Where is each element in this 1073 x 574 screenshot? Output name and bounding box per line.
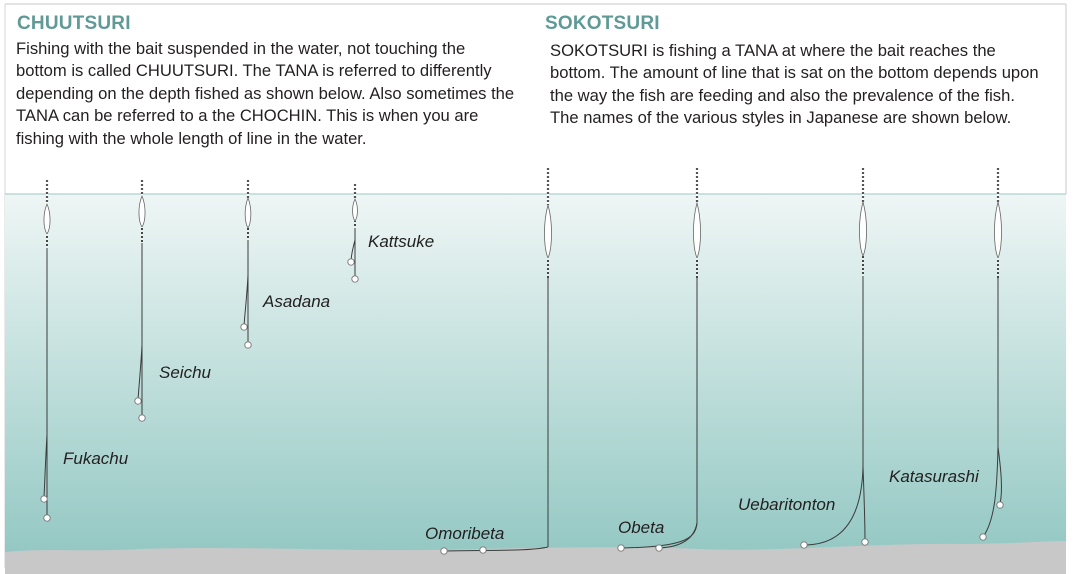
bait — [44, 515, 50, 521]
bait — [618, 545, 624, 551]
bait — [139, 415, 145, 421]
label-omoribeta: Omoribeta — [425, 524, 505, 543]
bait — [862, 539, 868, 545]
float-top-tip — [354, 183, 356, 199]
float-stem — [547, 258, 549, 278]
chuutsuri-description: Fishing with the bait suspended in the water, not touching the bottom is called CHUUTSURI. The TANA is referred to differently depending on the depth fished as shown below. Also sometimes the TANA can be referred to a the CHOCHIN. This is when you are fishing with the whole length of line in the water. — [16, 39, 515, 148]
bait — [801, 542, 807, 548]
label-fukachu: Fukachu — [63, 449, 129, 468]
float-stem — [997, 258, 999, 278]
bait — [352, 276, 358, 282]
float-top-tip — [862, 168, 864, 202]
float-top-tip — [696, 168, 698, 203]
bait — [135, 398, 141, 404]
float-stem — [354, 221, 356, 228]
label-seichu: Seichu — [159, 363, 211, 382]
float-stem — [696, 258, 698, 278]
bait — [980, 534, 986, 540]
chuutsuri-title: CHUUTSURI — [17, 13, 131, 34]
bait — [241, 324, 247, 330]
sokotsuri-title: SOKOTSURI — [545, 13, 660, 34]
label-uebaritonton: Uebaritonton — [738, 495, 836, 514]
float-stem — [862, 256, 864, 276]
bait — [480, 547, 486, 553]
label-katasurashi: Katasurashi — [889, 467, 979, 486]
bait — [348, 259, 354, 265]
bait — [41, 496, 47, 502]
float-top-tip — [46, 178, 48, 204]
float-top-tip — [141, 178, 143, 196]
label-kattsuke: Kattsuke — [368, 232, 435, 251]
bait — [997, 502, 1003, 508]
float-top-tip — [547, 168, 549, 205]
float-top-tip — [997, 168, 999, 202]
float-stem — [46, 234, 48, 248]
label-obeta: Obeta — [618, 518, 665, 537]
float-top-tip — [247, 180, 249, 198]
float-stem — [141, 227, 143, 243]
bait — [656, 545, 662, 551]
sokotsuri-description: SOKOTSURI is fishing a TANA at where the bait reaches the bottom. The amount of line that is sat on the bottom depends upon the way the fish are feeding and also the prevalence of the fish. The names of the various styles in Japanese are shown below. — [550, 41, 1039, 128]
label-asadana: Asadana — [263, 292, 331, 311]
float-stem — [247, 228, 249, 240]
bait — [245, 342, 251, 348]
bait — [441, 548, 447, 554]
